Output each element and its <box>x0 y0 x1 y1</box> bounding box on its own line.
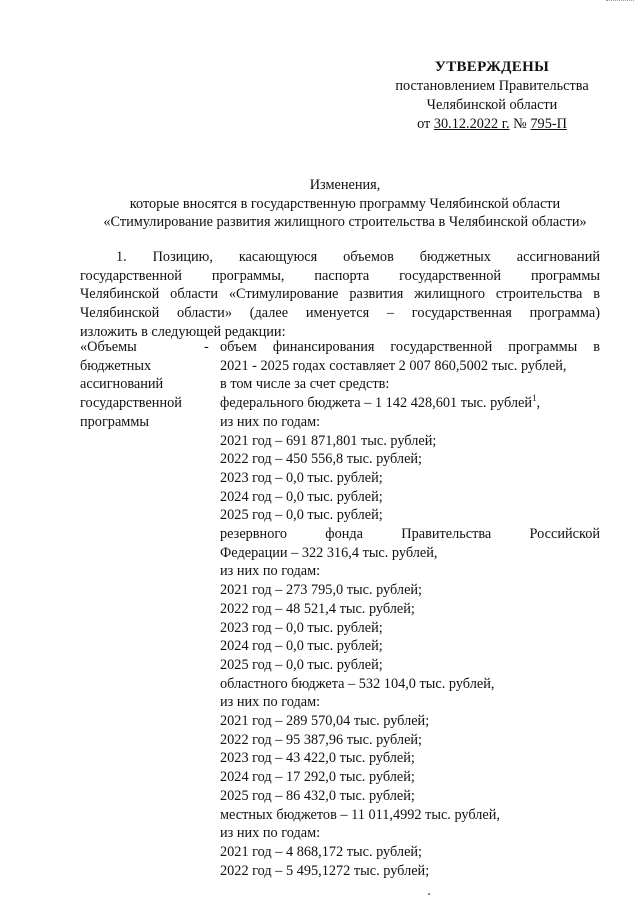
position-content <box>220 338 600 880</box>
document-heading <box>60 176 630 232</box>
paragraph-line: Челябинской области «Стимулирование развития жилищного строительства в <box>80 286 600 303</box>
content-line: 2021 год – 4 868,172 тыс. рублей; <box>220 843 423 860</box>
content-line: 2021 - 2025 годах составляет 2 007 860,5002 тыс. рублей, <box>220 357 567 374</box>
content-line: 2022 год – 48 521,4 тыс. рублей; <box>220 600 415 617</box>
label-line: ассигнований <box>80 376 164 393</box>
footnote-suffix: , <box>536 395 541 412</box>
approval-date-prefix: от <box>417 116 434 132</box>
content-line: в том числе за счет средств: <box>220 376 390 393</box>
scan-speck <box>428 893 430 895</box>
content-line: 2021 год – 691 871,801 тыс. рублей; <box>220 432 437 449</box>
position-dash: - <box>204 339 209 355</box>
content-line: 2023 год – 0,0 тыс. рублей; <box>220 619 383 636</box>
approval-stamp <box>372 58 612 134</box>
content-line: 2022 год – 450 556,8 тыс. рублей; <box>220 451 423 468</box>
approval-date-line <box>372 115 612 134</box>
position-label <box>80 338 205 432</box>
approval-title: УТВЕРЖДЕНЫ <box>434 59 550 75</box>
federal-budget-text: федерального бюджета – 1 142 428,601 тыс. рублей <box>220 395 533 412</box>
content-line: 2024 год – 0,0 тыс. рублей; <box>220 488 383 505</box>
content-line: 2025 год – 86 432,0 тыс. рублей; <box>220 787 415 804</box>
content-line: 2024 год – 17 292,0 тыс. рублей; <box>220 769 415 786</box>
approval-date: 30.12.2022 г. <box>433 116 510 132</box>
content-line: 2023 год – 43 422,0 тыс. рублей; <box>220 750 415 767</box>
approval-number: 795-П <box>530 116 567 132</box>
paragraph-line: Челябинской области» (далее именуется – государственная программа) <box>80 305 600 322</box>
content-line: объем финансирования государственной программы в <box>220 339 600 355</box>
paragraph-line: 1. Позицию, касающуюся объемов бюджетных ассигнований <box>116 249 600 265</box>
approval-line-2: Челябинской области <box>426 97 558 113</box>
label-line: государственной <box>80 395 182 412</box>
content-line: из них по годам: <box>220 694 321 711</box>
content-line: 2025 год – 0,0 тыс. рублей; <box>220 507 383 524</box>
content-line: 2021 год – 273 795,0 тыс. рублей; <box>220 582 423 599</box>
content-line: местных бюджетов – 11 011,4992 тыс. рублей, <box>220 806 501 823</box>
approval-line-1: постановлением Правительства <box>395 78 589 94</box>
content-line: 2024 год – 0,0 тыс. рублей; <box>220 638 383 655</box>
content-line: резервного фонда Правительства Российской <box>220 526 600 543</box>
content-line: из них по годам: <box>220 825 321 842</box>
heading-line-2: которые вносятся в государственную программу Челябинской области <box>129 195 561 212</box>
content-line: 2023 год – 0,0 тыс. рублей; <box>220 469 383 486</box>
scan-corner-mark <box>606 0 634 4</box>
intro-paragraph <box>80 248 600 342</box>
content-line-federal <box>220 394 600 413</box>
footnote-mark: 1 <box>532 393 537 404</box>
content-line: 2021 год – 289 570,04 тыс. рублей; <box>220 713 430 730</box>
content-line: 2025 год – 0,0 тыс. рублей; <box>220 656 383 673</box>
label-line: бюджетных <box>80 357 152 374</box>
content-line: из них по годам: <box>220 563 321 580</box>
paragraph-line: изложить в следующей редакции: <box>80 323 286 340</box>
approval-number-prefix: № <box>509 116 531 132</box>
content-line: 2022 год – 5 495,1272 тыс. рублей; <box>220 862 430 879</box>
heading-line-1: Изменения, <box>309 177 381 193</box>
content-line: 2022 год – 95 387,96 тыс. рублей; <box>220 731 423 748</box>
content-line: Федерации – 322 316,4 тыс. рублей, <box>220 544 438 561</box>
label-line: программы <box>80 413 150 430</box>
paragraph-line: государственной программы, паспорта государственной программы <box>80 267 600 284</box>
heading-line-3: «Стимулирование развития жилищного строительства в Челябинской области» <box>103 214 587 230</box>
label-line: «Объемы <box>80 339 137 355</box>
content-line: из них по годам: <box>220 413 321 430</box>
content-line: областного бюджета – 532 104,0 тыс. рублей, <box>220 675 495 692</box>
